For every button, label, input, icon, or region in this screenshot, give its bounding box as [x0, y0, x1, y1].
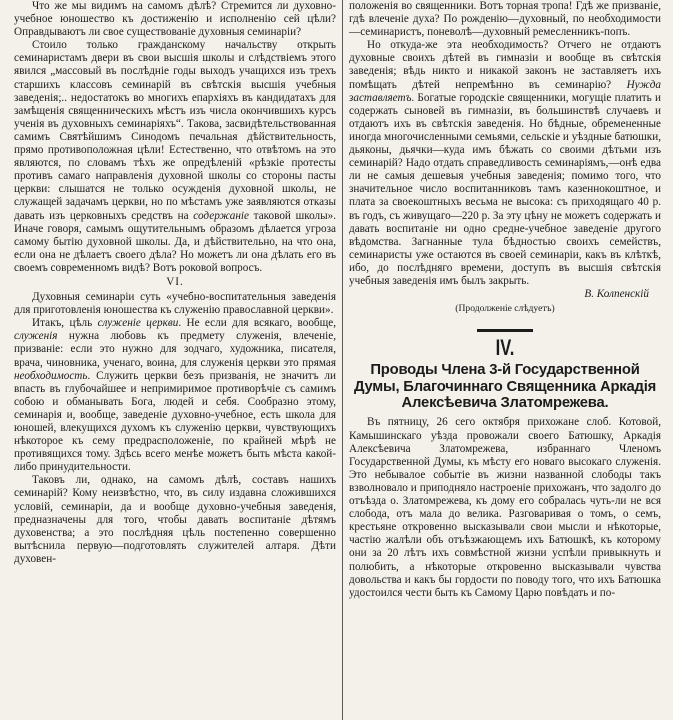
section-number: VI.	[166, 275, 184, 288]
paragraph: положенія во священники. Вотъ торная тропа! Гдѣ же призваніе, гдѣ влеченіе духа? По рожденію—духовный, по необходимости—семинаристъ, поневолѣ—духовный ремесленникъ-попъ.	[349, 0, 661, 39]
paragraph	[349, 39, 661, 288]
text-run: . Служить церкви безъ призванія, не значитъ ли впасть въ глубочайшее и непримиримое противорѣчіе съ самимъ собою и обманывать Бога, людей и себя. Сообразно этому, семинарія и, вообще, заведеніе духовно-учебное, есть школа для юношей, влекущихся духомъ къ служенію церкви, чувствующихъ нѣкоторое къ сему предрасположеніе, по крайней мѣрѣ не противящихся тому. Здѣсь всего менѣе можетъ быть мѣста какой-либо принудительности.	[14, 369, 336, 474]
emphasis-text: Нужда заставляетъ	[349, 78, 661, 104]
section-rule	[477, 329, 533, 332]
emphasis-text: содержаніе	[193, 209, 249, 222]
author-signature: В. Колпенскій	[584, 288, 649, 301]
text-run: . Не если для всякаго, вообще,	[178, 317, 336, 330]
text-run: Стоило только гражданскому начальству открыть семинаристамъ двери въ свои высшія школы и слѣдствіемъ этого явился „массовый въ послѣдніе годы выходъ учащихся изъ трехъ старшихъ классовъ семинарій въ свѣтскія высшія учебныя заведенія;.. недостатокъ во многихъ епархіяхъ въ кандидатахъ для замѣщенія священническихъ мѣстъ изъ числа окончившихъ курсъ ученія въ духовныхъ семинаріяхъ“. Такова, засвидѣтельствованная самимъ Святѣйшимъ Синодомъ печальная дѣйствительность, прямо противоположная цѣли! Естественно, что отвѣтомъ на это являются, по словамъ тѣхъ же опредѣленій «рѣзкіе протесты противъ самаго направленія духовной школы со стороны пасты церкви: слышатся не только осужденія духовной школы, не служащей задачамъ церкви, но по мѣстамъ уже заявляются отказы давать изъ церковныхъ средствъ на	[14, 39, 336, 222]
paragraph: Что же мы видимъ на самомъ дѣлѣ? Стремится ли духовно-учебное юношество къ достиженію и исполненію сей цѣли? Оправдываютъ ли свое существованіе духовныя семинаріи?	[14, 0, 336, 39]
text-run: таковой школы». Иначе говоря, самымъ ощутительнымъ образомъ дѣлается угроза самому бытію духовной школы. Да, и дѣйствительно, на что она, если она не дѣлаетъ своего дѣла? Но можетъ ли она дѣлать его въ своемъ современномъ видѣ? Вотъ роковой вопросъ.	[14, 209, 337, 274]
emphasis-text: необходимость	[14, 369, 88, 382]
article-number: IV.	[495, 335, 515, 361]
text-run: нужна любовь къ предмету служенія, влеченіе, призваніе: если это нужно для зодчаго, художника, писателя, врача, чиновника, ученаго, воина, для служенія церкви это прямая	[14, 330, 336, 369]
emphasis-text: служеніе церкви	[97, 317, 179, 330]
right-column	[349, 0, 661, 720]
paragraph: Таковъ ли, однако, на самомъ дѣлѣ, составъ нашихъ семинарій? Кому неизвѣстно, что, въ силу издавна сложившихся условій, семинаріи, да и вообще духовно-учебныя заведенія, предназначены для того, чтобы давать воспитаніе дѣтямъ духовенства; а это послѣдняя цѣль постепенно совершенно вытѣснила первую—подготовлять служителей алтаря. Дѣти духовен-	[14, 474, 336, 565]
column-divider	[342, 0, 343, 720]
paragraph	[14, 39, 336, 275]
article-headline: Проводы Члена 3-й Государственной Думы, Благочиннаго Священника Аркадія Алексѣевича Златомрежева.	[353, 362, 657, 412]
text-run: . Богатые городскіе священники, могущіе платить и содержать сыновей въ гимназіи, въ большинствѣ случаевъ и отдаютъ ихъ въ свѣтскія заведенія. Но бѣдные, обремененные иногда многочисленными семьями, сельскіе и уѣздные батюшки, дьяконы, дьячки—куда имъ бѣжать со своими дѣтьми изъ семинарій? Надо отдать справедливость семинаріямъ,—онѣ едва ли не самыя дешевыя учебныя заведенія; помимо того, что значительное число воспитанниковъ тамъ казеннокоштное, и плата за своекоштныхъ весьма не высока: съ приходящаго 40 р. въ годъ, съ живущаго—220 р. За эту цѣну не можетъ содержать и давать воспитаніе ни одно средне-учебное заведеніе другого вѣдомства. Загнанные тула бѣдностью своихъ семействъ, семинаристы уже остаются въ своей семинаріи, какъ въ клѣткѣ, ибо, до послѣдняго времени, доступъ въ высшія свѣтскія учебныя заведенія имъ былъ закрыть.	[349, 91, 661, 287]
text-run: Но откуда-же эта необходимость? Отчего не отдаютъ духовные своихъ дѣтей въ гимназіи и вообще въ свѣтскія заведенія; вѣдь никто и никакой законъ не заставляетъ ихъ помѣщать дѣтей непремѣнно въ семинарію?	[349, 39, 661, 91]
text-run: Итакъ, цѣль	[32, 317, 98, 330]
paragraph	[14, 317, 336, 474]
paragraph: Въ пятницу, 26 сего октября прихожане слоб. Котовой, Камышинскаго уѣзда провожали своего Батюшку, Аркадія Алексѣевича Златомрежева, избраннаго Членомъ Государственной Думы, къ мѣсту его новаго высокаго служенія. Это небывалое событіе въ жизни названной слободы такъ взволновало и приподняло настроеніе прихожанъ, что задолго до отъѣзда о. Златомрежева, къ дому его собралась чуть-ли не вся слобода, отъ мала до велика. Разговаривая о томъ, о семъ, крестьяне откровенно высказывали свои мысли и нѣкоторые, частію жалѣли объ отъѣзжающемъ ихъ Батюшкѣ, къ которому они за 20 лѣтъ ихъ совмѣстной жизни успѣли привыкнуть и полюбить, а нѣкоторые откровенно высказывали чувства довольства и какъ бы гордости по поводу того, что ихъ Батюшка удостоился чести быть къ Самому Царю повѣдать и по-	[349, 416, 661, 599]
paragraph: Духовныя семинаріи суть «учебно-воспитательныя заведенія для приготовленія юношества къ служенію православной церкви».	[14, 291, 336, 317]
emphasis-text: служенія	[14, 330, 58, 343]
continued-note: (Продолженіе слѣдуетъ)	[455, 303, 555, 315]
left-column	[14, 0, 336, 720]
